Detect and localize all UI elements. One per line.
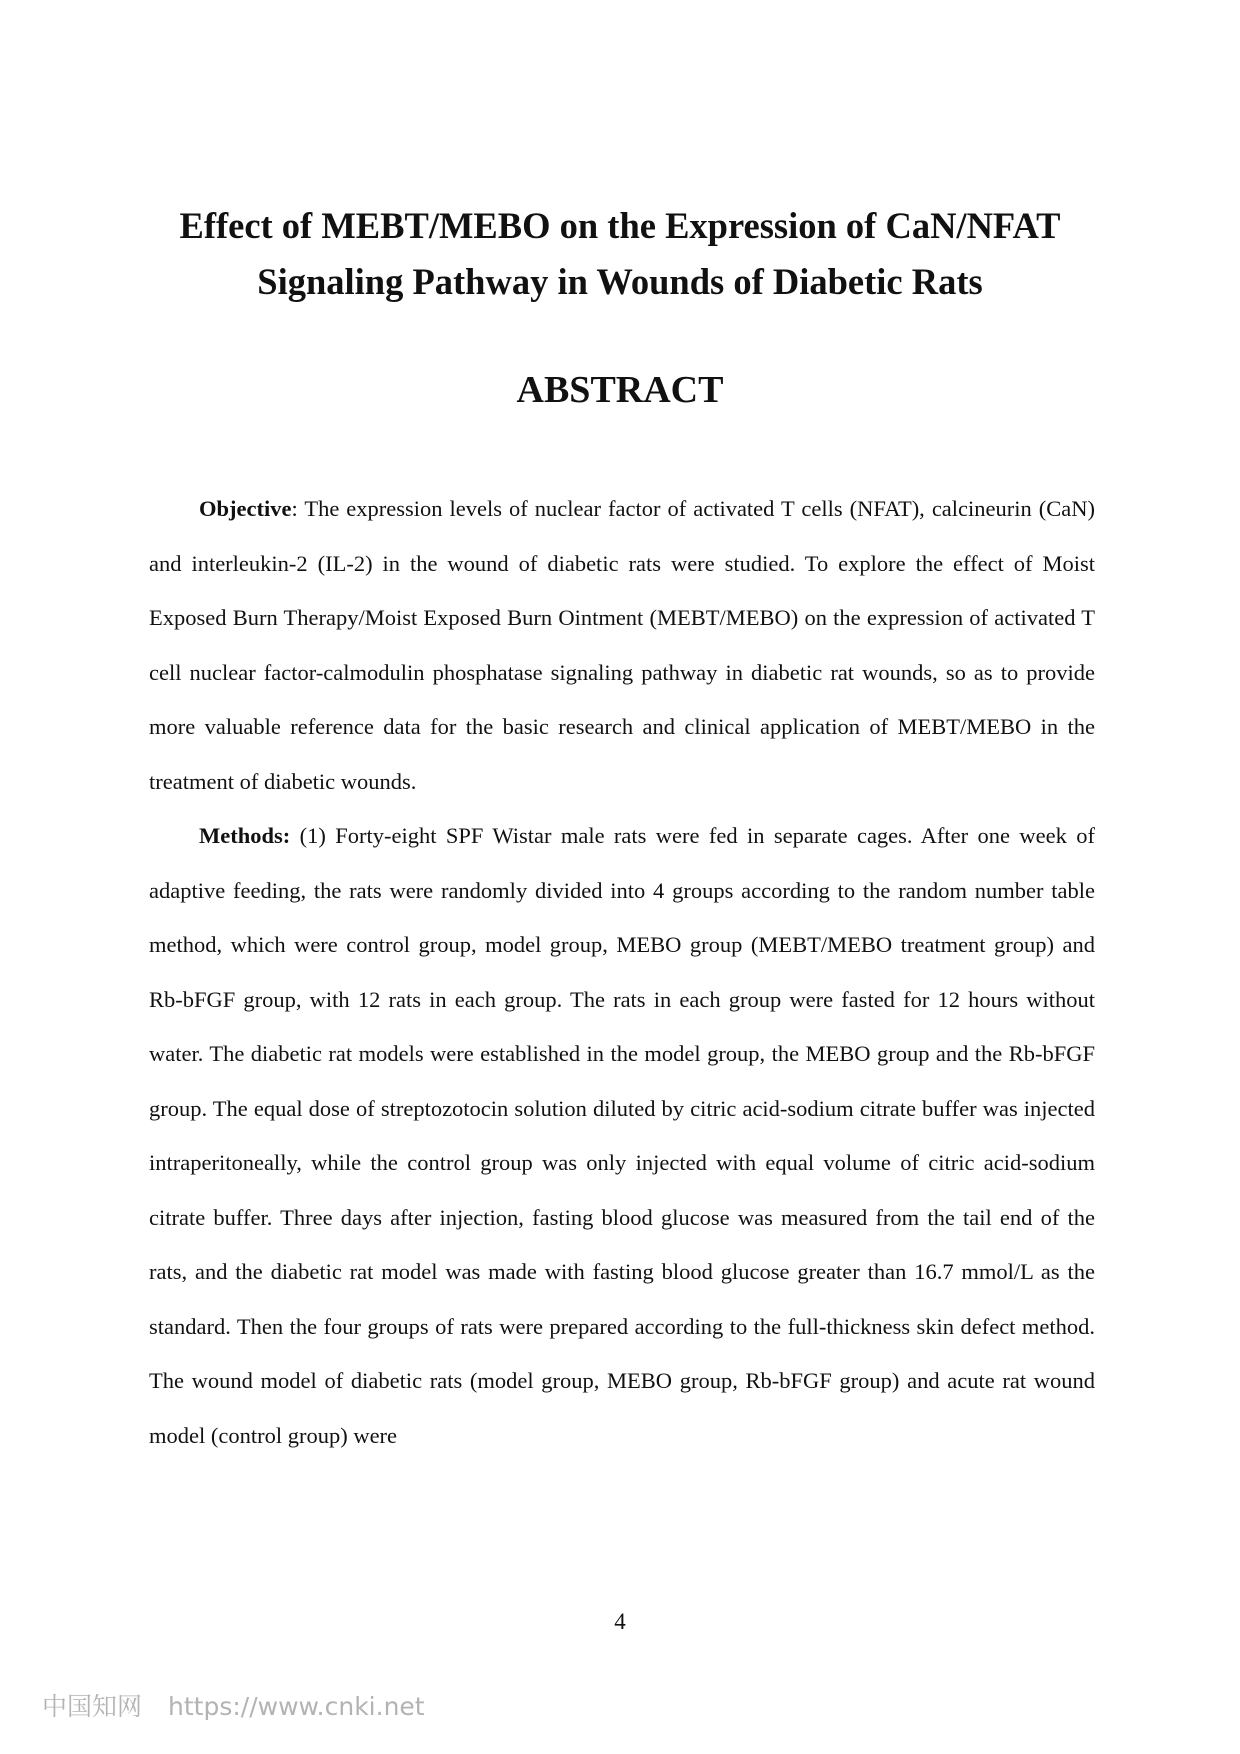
objective-label: Objective [199,496,292,521]
methods-label: Methods: [199,823,291,848]
paper-title-line-1: Effect of MEBT/MEBO on the Expression of CaN/NFAT [179,205,1061,246]
watermark-url: https://www.cnki.net [168,1692,425,1721]
abstract-body [149,482,1095,1463]
page-number: 4 [614,1609,626,1634]
watermark-brand: 中国知网 [42,1692,143,1721]
paper-title [0,198,1240,310]
cnki-watermark [42,1690,425,1724]
paper-title-line-2: Signaling Pathway in Wounds of Diabetic Rats [257,261,983,302]
methods-paragraph [149,809,1095,1463]
objective-text: : The expression levels of nuclear factor of activated T cells (NFAT), calcineurin (CaN) and interleukin-2 (IL-2) in the wound of diabetic rats were studied. To explore the effect of Moist Exposed Burn Therapy/Moist Exposed Burn Ointment (MEBT/MEBO) on the expression of activated T cell nuclear factor-calmodulin phosphatase signaling pathway in diabetic rat wounds, so as to provide more valuable reference data for the basic research and clinical application of MEBT/MEBO in the treatment of diabetic wounds. [149,496,1095,794]
objective-paragraph [149,482,1095,809]
abstract-heading: ABSTRACT [516,369,724,411]
methods-text: (1) Forty-eight SPF Wistar male rats were fed in separate cages. After one week of adaptive feeding, the rats were randomly divided into 4 groups according to the random number table method, which were control group, model group, MEBO group (MEBT/MEBO treatment group) and Rb-bFGF group, with 12 rats in each group. The rats in each group were fasted for 12 hours without water. The diabetic rat models were established in the model group, the MEBO group and the Rb-bFGF group. The equal dose of streptozotocin solution diluted by citric acid-sodium citrate buffer was injected intraperitoneally, while the control group was only injected with equal volume of citric acid-sodium citrate buffer. Three days after injection, fasting blood glucose was measured from the tail end of the rats, and the diabetic rat model was made with fasting blood glucose greater than 16.7 mmol/L as the standard. Then the four groups of rats were prepared according to the full-thickness skin defect method. The wound model of diabetic rats (model group, MEBO group, Rb-bFGF group) and acute rat wound model (control group) were [149,823,1095,1448]
